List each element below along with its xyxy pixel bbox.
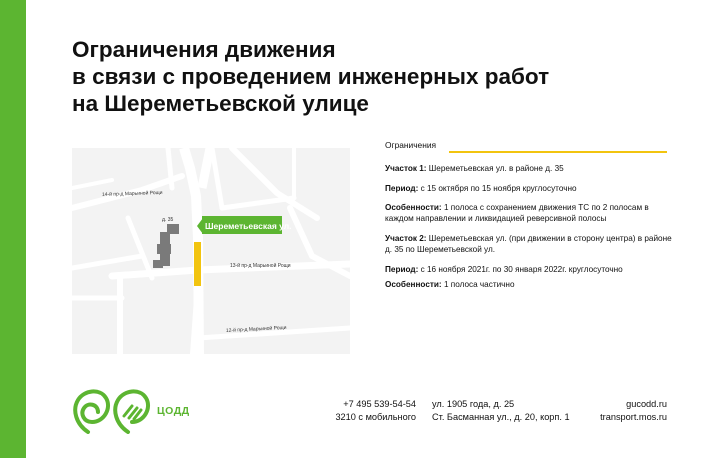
road-label-14: 14-й пр-д Марьиной Рощи (101, 189, 163, 198)
info-text: с 16 ноября 2021г. по 30 января 2022г. круглосуточно (420, 264, 623, 274)
info-text: 1 полоса с сохранением движения ТС по 2 полосам в каждом направлении и ликвидацией реверсивной полосы (385, 203, 649, 224)
info-label: Особенности: (385, 280, 442, 290)
info-text: с 15 октября по 15 ноября круглосуточно (420, 183, 577, 193)
phone: +7 495 539-54-54 (343, 399, 416, 409)
contacts-sites (595, 398, 667, 424)
title-line-1: Ограничения движения (72, 37, 336, 62)
mobile: 3210 с мобильного (335, 412, 416, 422)
road-label-13: 13-й пр-д Марьиной Рощи (230, 263, 291, 269)
address-1: ул. 1905 года, д. 25 (432, 399, 515, 409)
closure-segment (194, 242, 201, 286)
info-label: Период: (385, 183, 419, 193)
title-line-2: в связи с проведением инженерных работ (72, 64, 550, 89)
info-item-6 (385, 280, 675, 291)
brand-stripe (0, 0, 26, 458)
info-item-1 (385, 164, 675, 175)
street-label: Шереметьевская ул. (205, 221, 292, 231)
info-text: Шереметьевская ул. в районе д. 35 (428, 163, 564, 173)
page-title (72, 36, 672, 117)
codd-logo-icon (72, 388, 152, 434)
info-item-2 (385, 184, 675, 195)
codd-logo (72, 388, 152, 439)
street-label-callout (197, 216, 292, 234)
info-text: Шереметьевская ул. (при движении в сторону центра) в районе д. 35 по Шереметьевской ул. (385, 233, 672, 254)
site-2[interactable]: transport.mos.ru (600, 412, 667, 422)
building-label: д. 35 (162, 217, 174, 223)
main-road-fork (202, 148, 210, 188)
building-35 (153, 224, 179, 268)
info-label: Период: (385, 264, 419, 274)
section-rule (449, 151, 667, 153)
info-label: Участок 2: (385, 233, 427, 243)
title-line-3: на Шереметьевской улице (72, 91, 369, 116)
address-2: Ст. Басманная ул., д. 20, корп. 1 (432, 412, 570, 422)
map (72, 148, 350, 354)
section-title: Ограничения (385, 140, 437, 150)
contacts-phone (325, 398, 416, 424)
info-text: 1 полоса частично (443, 280, 515, 290)
info-item-4 (385, 234, 675, 256)
info-item-5 (385, 265, 675, 276)
info-label: Участок 1: (385, 163, 427, 173)
info-item-3 (385, 203, 675, 225)
info-label: Особенности: (385, 203, 442, 213)
road-label-12: 12-й пр-д Марьиной Рощи (225, 324, 287, 334)
logo-text: ЦОДД (157, 405, 190, 417)
map-svg (72, 148, 350, 354)
info-panel (385, 140, 675, 291)
site-1[interactable]: gucodd.ru (626, 399, 667, 409)
contacts-address (432, 398, 570, 424)
map-roads (72, 148, 350, 354)
